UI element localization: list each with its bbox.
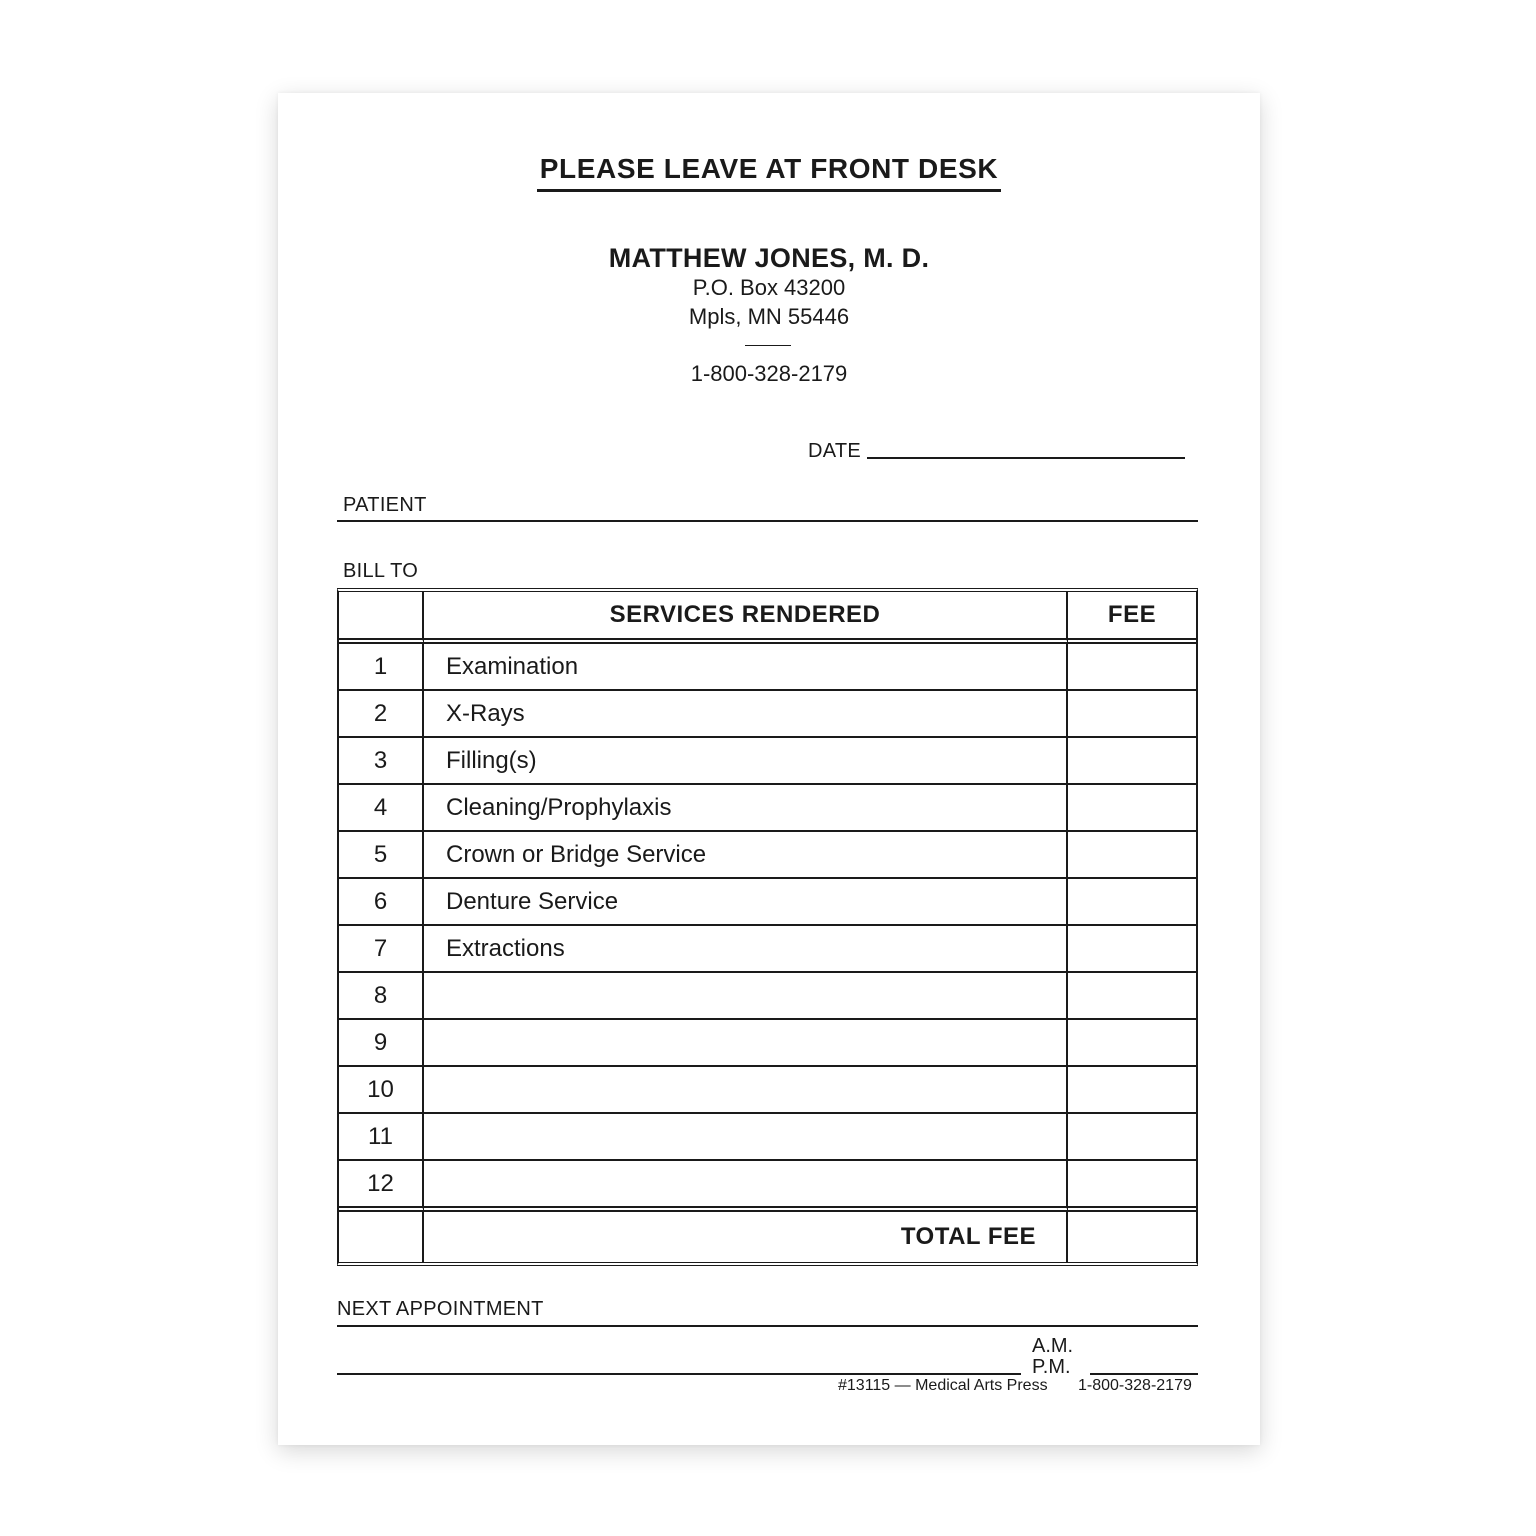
- row-service: Examination: [424, 644, 1068, 691]
- row-fee[interactable]: [1068, 785, 1196, 832]
- row-number: 6: [339, 879, 424, 926]
- services-table: [337, 588, 1198, 1266]
- row-service: Extractions: [424, 926, 1068, 973]
- table-row: [339, 973, 1196, 1020]
- address-line-1: P.O. Box 43200: [692, 275, 846, 300]
- address-line-2: Mpls, MN 55446: [688, 304, 850, 329]
- row-service[interactable]: [424, 1067, 1068, 1114]
- row-number: 8: [339, 973, 424, 1020]
- row-number: 2: [339, 691, 424, 738]
- table-row: [339, 832, 1196, 879]
- footer-printer: #13115 — Medical Arts Press: [838, 1377, 1048, 1394]
- table-row: [339, 1161, 1196, 1212]
- header-services: SERVICES RENDERED: [424, 592, 1068, 644]
- row-service[interactable]: [424, 1114, 1068, 1161]
- row-number: 12: [339, 1161, 424, 1212]
- next-appointment-label: NEXT APPOINTMENT: [337, 1298, 544, 1320]
- table-row: [339, 691, 1196, 738]
- header-number: [339, 592, 424, 644]
- row-fee[interactable]: [1068, 926, 1196, 973]
- row-service: X-Rays: [424, 691, 1068, 738]
- row-fee[interactable]: [1068, 832, 1196, 879]
- row-fee[interactable]: [1068, 1114, 1196, 1161]
- doctor-name: MATTHEW JONES, M. D.: [608, 243, 930, 273]
- table-row: [339, 926, 1196, 973]
- table-row: [339, 1020, 1196, 1067]
- header-fee: FEE: [1068, 592, 1196, 644]
- row-service: Filling(s): [424, 738, 1068, 785]
- row-service[interactable]: [424, 1020, 1068, 1067]
- table-row: [339, 1067, 1196, 1114]
- row-fee[interactable]: [1068, 879, 1196, 926]
- patient-label: PATIENT: [343, 494, 427, 516]
- total-fee-label: TOTAL FEE: [424, 1212, 1068, 1262]
- appointment-date-field[interactable]: [337, 1373, 1021, 1375]
- row-service[interactable]: [424, 973, 1068, 1020]
- am-label: A.M.: [1032, 1335, 1074, 1357]
- row-fee[interactable]: [1068, 644, 1196, 691]
- front-desk-heading: [278, 153, 1260, 192]
- row-fee[interactable]: [1068, 1067, 1196, 1114]
- row-number: 9: [339, 1020, 424, 1067]
- row-number: 3: [339, 738, 424, 785]
- table-row: [339, 1114, 1196, 1161]
- patient-field[interactable]: [337, 520, 1198, 522]
- table-row: [339, 644, 1196, 691]
- date-label: DATE: [808, 440, 862, 462]
- bill-to-label: BILL TO: [343, 560, 419, 582]
- table-header-row: [339, 592, 1196, 644]
- heading-text: PLEASE LEAVE AT FRONT DESK: [537, 153, 1001, 192]
- total-row: [339, 1212, 1196, 1262]
- table-row: [339, 738, 1196, 785]
- row-number: 1: [339, 644, 424, 691]
- next-appointment-field[interactable]: [337, 1325, 1198, 1327]
- row-fee[interactable]: [1068, 1161, 1196, 1212]
- date-field[interactable]: [867, 457, 1185, 459]
- appointment-time-field[interactable]: [1090, 1373, 1198, 1375]
- row-fee[interactable]: [1068, 1020, 1196, 1067]
- table-row: [339, 879, 1196, 926]
- row-number: 7: [339, 926, 424, 973]
- row-service[interactable]: [424, 1161, 1068, 1212]
- office-phone: 1-800-328-2179: [690, 361, 848, 386]
- pm-label: P.M.: [1032, 1356, 1071, 1378]
- table-row: [339, 785, 1196, 832]
- billing-form-sheet: [278, 93, 1260, 1445]
- row-service: Crown or Bridge Service: [424, 832, 1068, 879]
- row-fee[interactable]: [1068, 738, 1196, 785]
- row-fee[interactable]: [1068, 691, 1196, 738]
- row-number: 4: [339, 785, 424, 832]
- total-row-spacer: [339, 1212, 424, 1262]
- row-number: 10: [339, 1067, 424, 1114]
- row-service: Denture Service: [424, 879, 1068, 926]
- row-service: Cleaning/Prophylaxis: [424, 785, 1068, 832]
- row-number: 5: [339, 832, 424, 879]
- row-number: 11: [339, 1114, 424, 1161]
- footer-phone: 1-800-328-2179: [1078, 1377, 1192, 1394]
- row-fee[interactable]: [1068, 973, 1196, 1020]
- address-divider: [745, 345, 791, 346]
- total-fee-field[interactable]: [1068, 1212, 1196, 1262]
